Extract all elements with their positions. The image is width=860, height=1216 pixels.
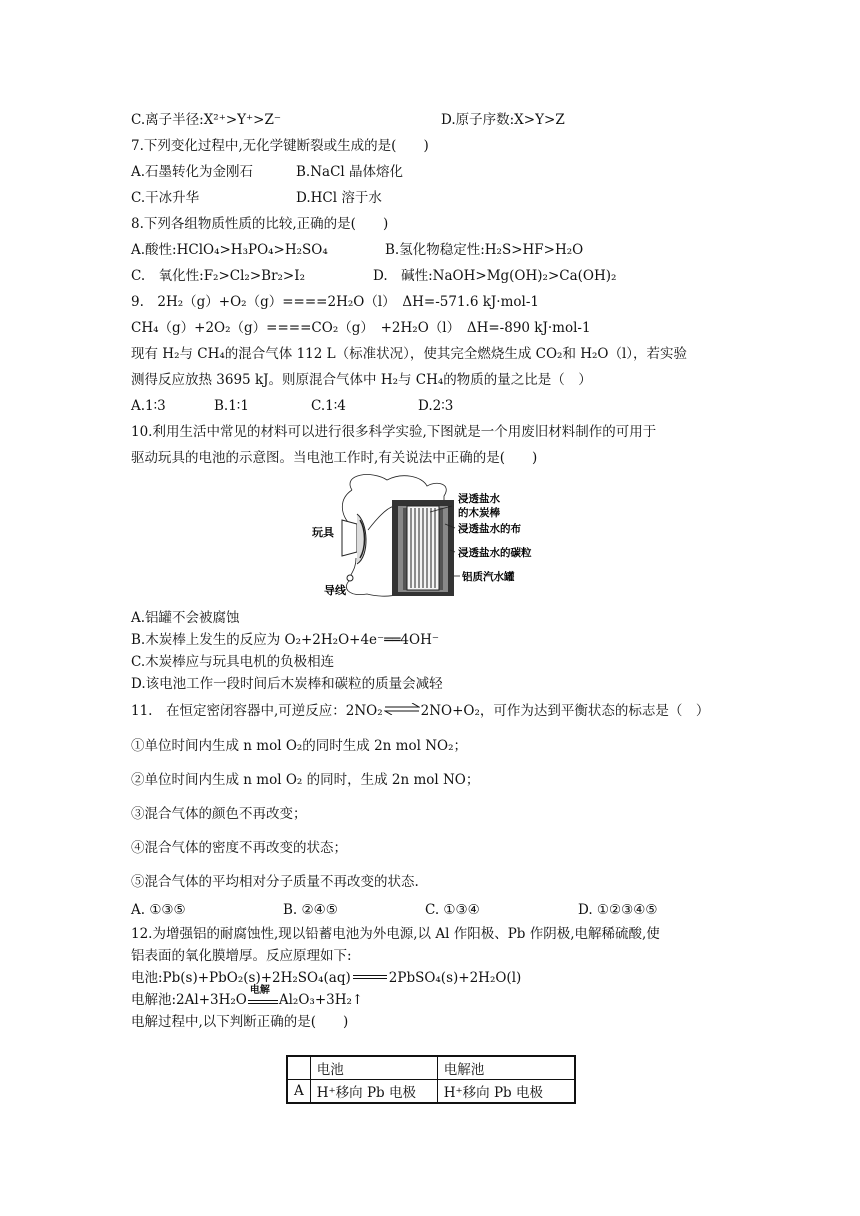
label-charcoal-rod-2: 的木炭棒 xyxy=(458,507,500,519)
q6-option-d: D.原子序数:X>Y>Z xyxy=(441,112,565,128)
q11-statement-4: ④混合气体的密度不再改变的状态； xyxy=(131,840,347,856)
label-wire: 导线 xyxy=(324,584,346,597)
label-aluminum-can: 铝质汽水罐 xyxy=(462,571,515,583)
q7-option-a: A.石墨转化为金刚石 xyxy=(131,164,254,180)
electrolysis-sign-icon xyxy=(248,985,278,1004)
q7-option-b: B.NaCl 晶体熔化 xyxy=(296,164,404,180)
toy-speaker xyxy=(342,520,357,556)
equals-sign-icon xyxy=(353,975,387,979)
q10-option-a: A.铝罐不会被腐蚀 xyxy=(131,610,240,626)
q12-stem-line-2: 铝表面的氧化膜增厚。反应原理如下: xyxy=(131,948,352,964)
table-header-cell: 电解池 xyxy=(437,1056,575,1080)
label-toy: 玩具 xyxy=(312,526,334,539)
q12-cell-lhs: 电解池:2Al+3H₂O xyxy=(131,992,247,1008)
q8-option-a: A.酸性:HClO₄>H₃PO₄>H₂SO₄ xyxy=(131,242,328,258)
q8-option-b: B.氢化物稳定性:H₂S>HF>H₂O xyxy=(385,242,584,258)
q10-option-c: C.木炭棒应与玩具电机的负极相连 xyxy=(131,654,335,670)
q10-stem-line-2: 驱动玩具的电池的示意图。当电池工作时,有关说法中正确的是( ) xyxy=(131,450,538,466)
q12-stem-line-1: 12.为增强铝的耐腐蚀性,现以铅蓄电池为外电源,以 Al 作阳极、Pb 作阴极,电解稀硫酸,使 xyxy=(131,926,660,942)
label-cloth: 浸透盐水的布 xyxy=(458,523,521,535)
wire-connector xyxy=(347,575,353,581)
q11-stem-part-2: 2NO+O₂，可作为达到平衡状态的标志是（ ） xyxy=(420,703,710,719)
q11-stem xyxy=(131,702,709,720)
q11-option-c: C. ①③④ xyxy=(425,902,480,918)
q10-stem-line-1: 10.利用生活中常见的材料可以进行很多科学实验,下图就是一个用废旧材料制作的可用于 xyxy=(131,424,657,440)
q9-stem-line-1: 现有 H₂与 CH₄的混合气体 112 L（标准状况），使其完全燃烧生成 CO₂和 H₂O（l），若实验 xyxy=(131,346,688,362)
q8-option-d: D. 碱性:NaOH>Mg(OH)₂>Ca(OH)₂ xyxy=(373,268,617,284)
table-cell: A xyxy=(287,1080,310,1104)
battery-diagram xyxy=(312,472,562,602)
q9-option-c: C.1∶4 xyxy=(311,398,346,414)
q11-statement-3: ③混合气体的颜色不再改变； xyxy=(131,806,307,822)
q9-stem-line-2: 测得反应放热 3695 kJ。则原混合气体中 H₂与 CH₄的物质的量之比是（ ） xyxy=(131,372,592,388)
q9-equation-1: 9. 2H₂（g）+O₂（g）====2H₂O（l） ΔH=-571.6 kJ·mol-1 xyxy=(131,294,539,310)
table-header-cell xyxy=(287,1056,310,1080)
table-cell: H⁺移向 Pb 电极 xyxy=(437,1080,575,1104)
q9-option-b: B.1∶1 xyxy=(214,398,249,414)
q12-question: 电解过程中,以下判断正确的是( ) xyxy=(131,1014,349,1030)
q12-options-table xyxy=(286,1055,576,1104)
q10-option-d: D.该电池工作一段时间后木炭棒和碳粒的质量会减轻 xyxy=(131,676,443,692)
q12-battery-rhs: 2PbSO₄(s)+2H₂O(l) xyxy=(388,970,522,986)
q7-stem: 7.下列变化过程中,无化学键断裂或生成的是( ) xyxy=(131,138,429,154)
q11-statement-5: ⑤混合气体的平均相对分子质量不再改变的状态. xyxy=(131,874,419,890)
wire-bottom xyxy=(350,558,356,577)
q8-stem: 8.下列各组物质性质的比较,正确的是( ) xyxy=(131,216,389,232)
q7-option-c: C.干冰升华 xyxy=(131,190,200,206)
q9-option-d: D.2∶3 xyxy=(418,398,454,414)
q9-equation-2: CH₄（g）+2O₂（g）====CO₂（g） +2H₂O（l） ΔH=-890 kJ·mol-1 xyxy=(131,320,591,336)
q11-option-b: B. ②④⑤ xyxy=(283,902,338,918)
q11-stem-part-1: 11. 在恒定密闭容器中,可逆反应：2NO₂ xyxy=(131,703,383,719)
table-row xyxy=(287,1080,575,1104)
q10-option-b: B.木炭棒上发生的反应为 O₂+2H₂O+4e⁻══4OH⁻ xyxy=(131,632,439,648)
q11-option-d: D. ①②③④⑤ xyxy=(578,902,658,918)
q6-option-c: C.离子半径:X²⁺>Y⁺>Z⁻ xyxy=(131,112,282,128)
q11-statement-2: ②单位时间内生成 n mol O₂ 的同时，生成 2n mol NO； xyxy=(131,772,480,788)
q12-battery-reaction xyxy=(131,969,521,987)
label-charcoal-rod-1: 浸透盐水 xyxy=(458,493,500,505)
table-header-cell: 电池 xyxy=(310,1056,437,1080)
charcoal-rod-stripes xyxy=(411,508,435,588)
q12-cell-rhs: Al₂O₃+3H₂↑ xyxy=(278,992,364,1008)
electrolysis-sign-label: 电解 xyxy=(249,985,270,996)
label-carbon-granules: 浸透盐水的碳粒 xyxy=(458,547,532,559)
q12-battery-lhs: 电池:Pb(s)+PbO₂(s)+2H₂SO₄(aq) xyxy=(131,970,351,986)
table-cell: H⁺移向 Pb 电极 xyxy=(310,1080,437,1104)
reversible-arrow-icon xyxy=(384,703,420,715)
table-header-row xyxy=(287,1056,575,1080)
q12-electrolysis-reaction xyxy=(131,985,364,1009)
q8-option-c: C. 氧化性:F₂>Cl₂>Br₂>I₂ xyxy=(131,268,305,284)
q7-option-d: D.HCl 溶于水 xyxy=(296,190,382,206)
q9-option-a: A.1∶3 xyxy=(131,398,166,414)
q11-statement-1: ①单位时间内生成 n mol O₂的同时生成 2n mol NO₂； xyxy=(131,738,467,754)
q11-option-a: A. ①③⑤ xyxy=(131,902,186,918)
